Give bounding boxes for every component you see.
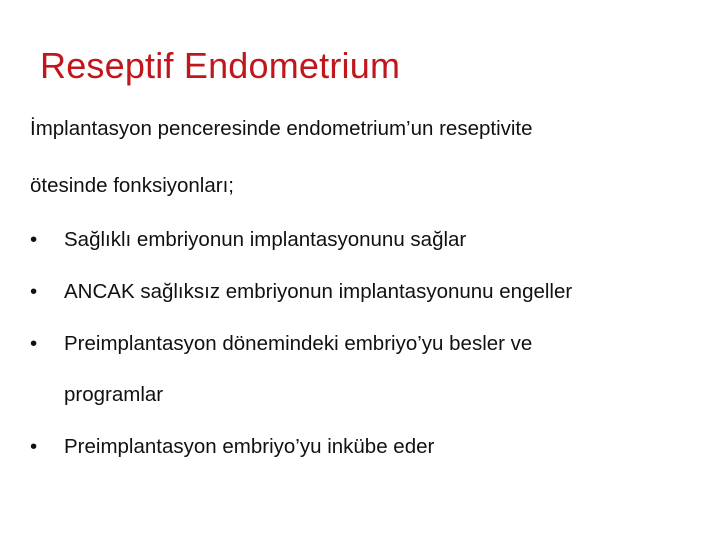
intro-line-2: ötesinde fonksiyonları; <box>30 174 234 197</box>
bullet-text <box>64 318 532 420</box>
slide-title: Reseptif Endometrium <box>40 45 401 86</box>
intro-paragraph <box>30 100 710 214</box>
bullet-text-line-1: Preimplantasyon dönemindeki embriyo’yu besler ve <box>64 332 533 355</box>
intro-line-1: İmplantasyon penceresinde endometrium’un reseptivite <box>30 117 533 140</box>
bullet-text: Preimplantasyon embriyo’yu inkübe eder <box>64 435 435 458</box>
bullet-item <box>30 214 710 265</box>
bullet-item <box>30 266 710 317</box>
bullet-icon: • <box>30 280 38 303</box>
bullet-icon: • <box>30 332 38 355</box>
bullet-text-line-2: programlar <box>64 383 164 406</box>
bullet-list <box>30 214 710 472</box>
bullet-icon: • <box>30 228 38 251</box>
bullet-item <box>30 318 710 420</box>
slide-body <box>30 100 710 472</box>
bullet-icon: • <box>30 435 38 458</box>
bullet-item <box>30 421 710 472</box>
bullet-text: Sağlıklı embriyonun implantasyonunu sağlar <box>64 228 467 251</box>
bullet-text: ANCAK sağlıksız embriyonun implantasyonunu engeller <box>64 280 573 303</box>
